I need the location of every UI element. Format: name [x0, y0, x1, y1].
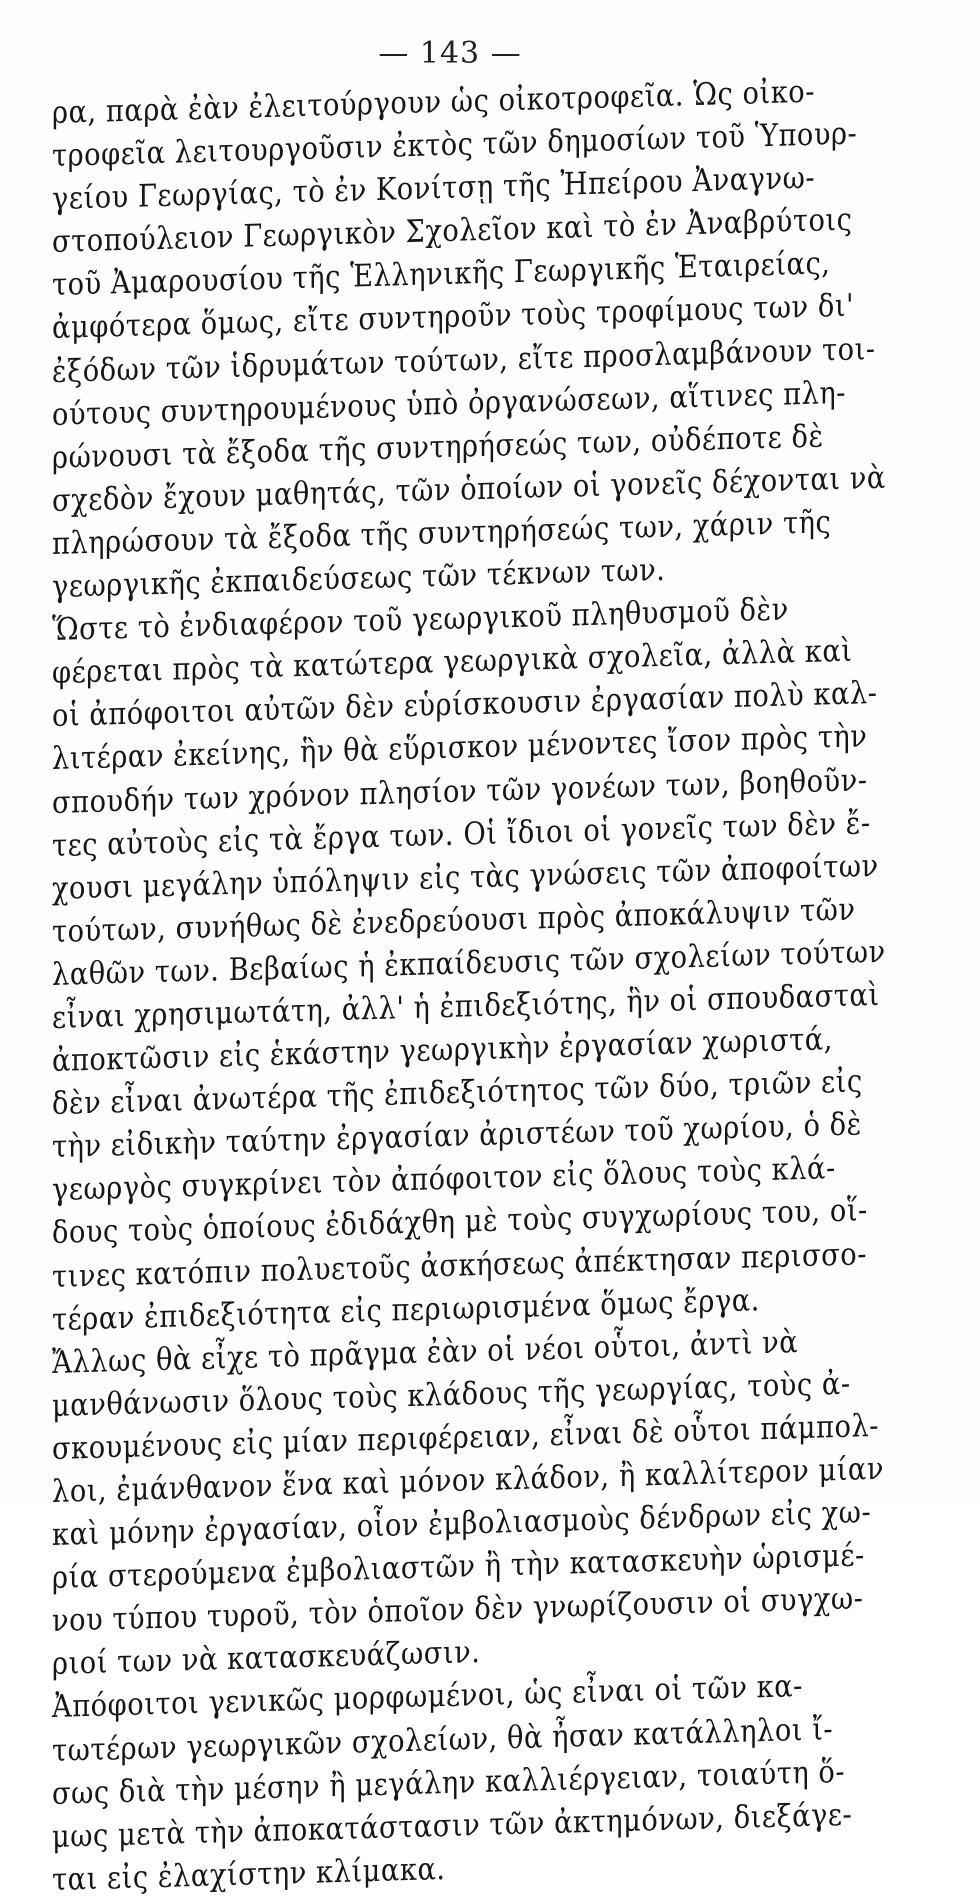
text-line: τινες κατόπιν πολυετοῦς ἀσκήσεως ἀπέκτησαν περισσο-	[52, 1235, 868, 1295]
text-line: τοῦ Ἀμαρουσίου τῆς Ἑλληνικῆς Γεωργικῆς Ἑταιρείας,	[52, 245, 831, 304]
text-line: σως διὰ τὴν μέσην ἢ μεγάλην καλλιέργειαν, τοιαύτη ὅ-	[52, 1753, 846, 1812]
text-line: δους τοὺς ὁποίους ἐδιδάχθη μὲ τοὺς συγχωρίους του, οἵ-	[52, 1192, 868, 1252]
text-line: τες αὐτοὺς εἰς τὰ ἔργα των. Οἱ ἴδιοι οἱ γονεῖς των δὲν ἔ-	[52, 804, 871, 864]
body-text	[52, 73, 886, 1902]
text-line: δὲν εἶναι ἀνωτέρα τῆς ἐπιδεξιότητος τῶν δύο, τριῶν εἰς	[52, 1063, 863, 1123]
text-line: καὶ μόνην ἐργασίαν, οἷον ἐμβολιασμοὺς δένδρων εἰς χω-	[52, 1494, 872, 1554]
text-line: τὴν εἰδικὴν ταύτην ἐργασίαν ἀριστέων τοῦ χωρίου, ὁ δὲ	[52, 1106, 862, 1166]
text-line: Ὥστε τὸ ἐνδιαφέρον τοῦ γεωργικοῦ πληθυσμοῦ δὲν	[52, 591, 789, 649]
text-line: γείου Γεωργίας, τὸ ἐν Κονίτσῃ τῆς Ἠπείρου Ἀναγνω-	[52, 159, 816, 218]
text-line: ἀμφότερα ὅμως, εἴτε συντηροῦν τοὺς τροφίμους των δι'	[52, 288, 855, 347]
text-line: Ἀπόφοιτοι γενικῶς μορφωμένοι, ὡς εἶναι οἱ τῶν κα-	[52, 1668, 803, 1726]
text-line: πληρώσουν τὰ ἔξοδα τῆς συντηρήσεώς των, χάριν τῆς	[52, 504, 832, 562]
text-line: τροφεῖα λειτουργοῦσιν ἐκτὸς τῶν δημοσίων τοῦ Ὑπουρ-	[52, 115, 858, 175]
text-line: ρα, παρὰ ἐὰν ἐλειτούργουν ὡς οἰκοτροφεῖα. Ὡς οἰκο-	[52, 73, 816, 131]
text-line: σχεδὸν ἔχουν μαθητάς, τῶν ὁποίων οἱ γονεῖς δέχονται νὰ	[52, 459, 886, 519]
text-line: Ἄλλως θὰ εἶχε τὸ πρᾶγμα ἐὰν οἱ νέοι οὗτοι, ἀντὶ νὰ	[52, 1323, 799, 1381]
text-line: ρώνουσι τὰ ἔξοδα τῆς συντηρήσεώς των, οὐδέποτε δὲ	[52, 418, 824, 476]
text-line: εἶναι χρησιμωτάτη, ἀλλ' ἡ ἐπιδεξιότης, ἣν οἱ σπουδασταὶ	[52, 976, 880, 1036]
text-line: τωτέρων γεωργικῶν σχολείων, θὰ ἦσαν κατάλληλοι ἴ-	[52, 1710, 834, 1769]
text-line: σπουδήν των χρόνον πλησίον τῶν γονέων των, βοηθοῦν-	[52, 761, 868, 821]
text-line: ούτους συντηρουμένους ὑπὸ ὀργανώσεων, αἵτινες πλη-	[52, 374, 847, 433]
text-line: ρία στερούμενα ἐμβολιαστῶν ἢ τὴν κατασκευὴν ὡρισμέ-	[52, 1537, 865, 1597]
text-line: οἱ ἀπόφοιτοι αὐτῶν δὲν εὑρίσκουσιν ἐργασίαν πολὺ καλ-	[52, 675, 878, 735]
text-line: μως μετὰ τὴν ἀποκατάστασιν τῶν ἀκτημόνων, διεξάγε-	[52, 1796, 853, 1855]
text-line: τούτων, συνήθως δὲ ἐνεδρεύουσι πρὸς ἀποκάλυψιν τῶν	[52, 891, 856, 950]
text-line: ἐξόδων τῶν ἱδρυμάτων τούτων, εἴτε προσλαμβάνουν τοι-	[52, 330, 876, 390]
text-line: νου τύπου τυροῦ, τὸν ὁποῖον δὲν γνωρίζουσιν οἱ συγχω-	[52, 1580, 864, 1640]
page-number: — 143 —	[378, 36, 522, 71]
text-line: τέραν ἐπιδεξιότητα εἰς περιωρισμένα ὅμως ἔργα.	[52, 1281, 760, 1338]
text-line: μανθάνωσιν ὅλους τοὺς κλάδους τῆς γεωργίας, τοὺς ἀ-	[52, 1365, 851, 1424]
text-line: λιτέραν ἐκείνης, ἣν θὰ εὕρισκον μένοντες ἴσον πρὸς τὴν	[52, 718, 868, 778]
text-line: στοπούλειον Γεωργικὸν Σχολεῖον καὶ τὸ ἐν Ἀναβρύτοις	[52, 201, 853, 261]
text-line: λαθῶν των. Βεβαίως ἡ ἐκπαίδευσις τῶν σχολείων τούτων	[52, 933, 886, 993]
text-line: λοι, ἐμάνθανον ἕνα καὶ μόνον κλάδον, ἢ καλλίτερον μίαν	[52, 1450, 884, 1510]
text-line: σκουμένους εἰς μίαν περιφέρειαν, εἶναι δὲ οὗτοι πάμπολ-	[52, 1407, 880, 1467]
text-line: ται εἰς ἐλαχίστην κλίμακα.	[52, 1850, 446, 1898]
text-line: φέρεται πρὸς τὰ κατώτερα γεωργικὰ σχολεῖα, ἀλλὰ καὶ	[52, 632, 853, 692]
text-line: ἀποκτῶσιν εἰς ἑκάστην γεωργικὴν ἐργασίαν χωριστά,	[52, 1021, 833, 1080]
text-line: γεωργὸς συγκρίνει τὸν ἀπόφοιτον εἰς ὅλους τοὺς κλά-	[52, 1150, 836, 1209]
text-line: γεωργικῆς ἐκπαιδεύσεως τῶν τέκνων των.	[52, 551, 666, 606]
text-line: χουσι μεγάλην ὑπόληψιν εἰς τὰς γνώσεις τῶν ἀποφοίτων	[52, 847, 879, 907]
text-line: ριοί των νὰ κατασκευάζωσιν.	[52, 1634, 481, 1683]
